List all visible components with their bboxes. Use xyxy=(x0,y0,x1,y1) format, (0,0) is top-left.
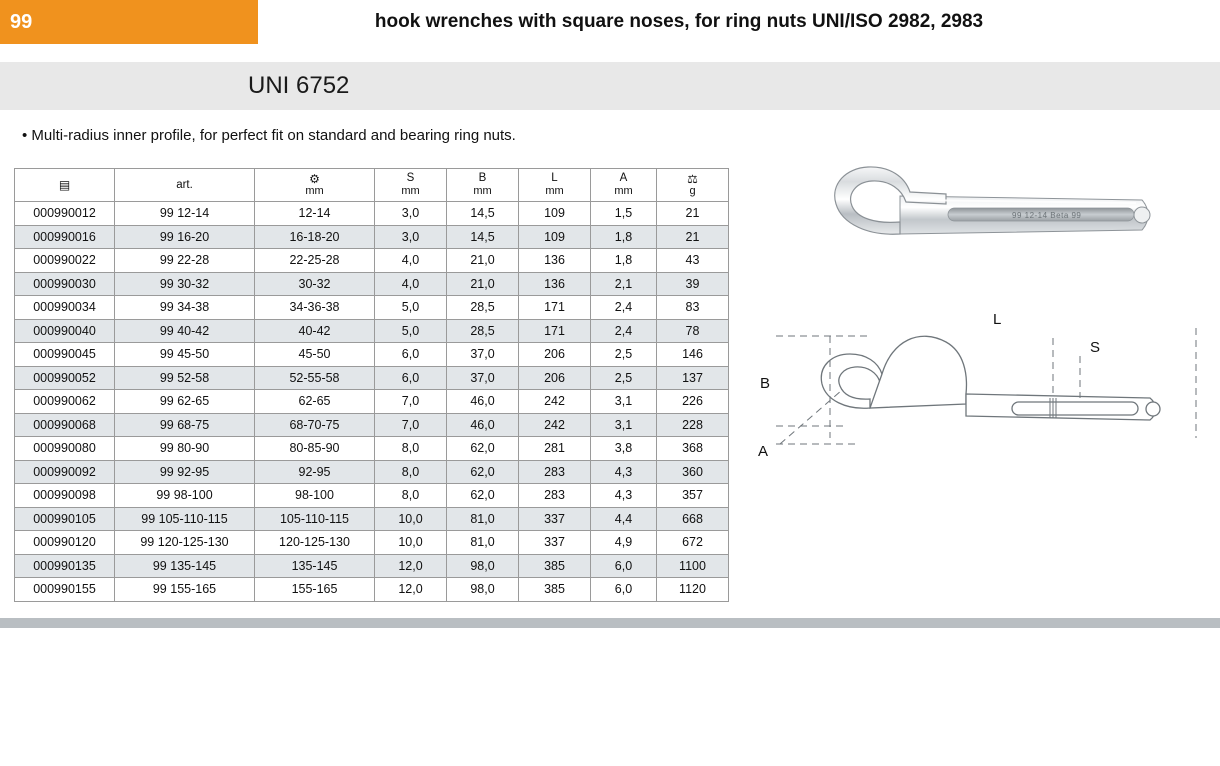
page-title: hook wrenches with square noses, for ring nuts UNI/ISO 2982, 2983 xyxy=(374,11,984,32)
cell-s: 12,0 xyxy=(375,554,447,578)
cell-art: 99 34-38 xyxy=(115,296,255,320)
column-header-weight xyxy=(657,169,729,202)
cell-s: 10,0 xyxy=(375,531,447,555)
cell-l: 283 xyxy=(519,460,591,484)
cell-l: 206 xyxy=(519,366,591,390)
cell-code: 000990068 xyxy=(15,413,115,437)
cell-code: 000990098 xyxy=(15,484,115,508)
cell-a: 4,4 xyxy=(591,507,657,531)
cell-b: 28,5 xyxy=(447,296,519,320)
column-header-b-label: B xyxy=(478,172,487,185)
cell-s: 4,0 xyxy=(375,249,447,273)
table-row xyxy=(15,460,729,484)
barcode-icon: ▤ xyxy=(58,178,71,192)
cell-l: 283 xyxy=(519,484,591,508)
cell-mm: 22-25-28 xyxy=(255,249,375,273)
cell-mm: 105-110-115 xyxy=(255,507,375,531)
cell-mm: 52-55-58 xyxy=(255,366,375,390)
cell-a: 6,0 xyxy=(591,578,657,602)
cell-a: 1,5 xyxy=(591,202,657,226)
cell-mm: 34-36-38 xyxy=(255,296,375,320)
footer-strip xyxy=(0,618,1220,628)
cell-art: 99 30-32 xyxy=(115,272,255,296)
cell-b: 28,5 xyxy=(447,319,519,343)
cell-g: 21 xyxy=(657,225,729,249)
table-row xyxy=(15,225,729,249)
cell-mm: 40-42 xyxy=(255,319,375,343)
spec-table-head xyxy=(15,169,729,202)
cell-g: 21 xyxy=(657,202,729,226)
spec-table-body xyxy=(15,202,729,602)
cell-b: 21,0 xyxy=(447,272,519,296)
cell-art: 99 80-90 xyxy=(115,437,255,461)
table-row xyxy=(15,343,729,367)
cell-mm: 92-95 xyxy=(255,460,375,484)
dim-label-l: L xyxy=(993,311,1002,328)
cell-a: 2,5 xyxy=(591,366,657,390)
cell-a: 2,1 xyxy=(591,272,657,296)
page-header xyxy=(0,0,1220,54)
cell-mm: 16-18-20 xyxy=(255,225,375,249)
cell-a: 3,1 xyxy=(591,390,657,414)
cell-g: 1120 xyxy=(657,578,729,602)
cell-l: 136 xyxy=(519,272,591,296)
cell-art: 99 12-14 xyxy=(115,202,255,226)
weight-icon: ⚖ xyxy=(687,171,698,186)
column-header-b xyxy=(447,169,519,202)
cell-s: 7,0 xyxy=(375,390,447,414)
page-number-badge: 99 xyxy=(0,0,258,44)
table-row xyxy=(15,531,729,555)
cell-mm: 12-14 xyxy=(255,202,375,226)
column-header-a xyxy=(591,169,657,202)
table-row xyxy=(15,202,729,226)
cell-g: 360 xyxy=(657,460,729,484)
cell-code: 000990120 xyxy=(15,531,115,555)
dim-label-a: A xyxy=(758,443,769,460)
cell-code: 000990016 xyxy=(15,225,115,249)
cell-b: 21,0 xyxy=(447,249,519,273)
column-header-l-unit: mm xyxy=(545,185,564,198)
cell-l: 171 xyxy=(519,319,591,343)
dim-label-s: S xyxy=(1090,339,1101,356)
cell-l: 385 xyxy=(519,578,591,602)
column-header-a-unit: mm xyxy=(614,185,633,198)
cell-b: 62,0 xyxy=(447,460,519,484)
column-header-size-unit: mm xyxy=(305,184,324,197)
cell-l: 206 xyxy=(519,343,591,367)
cell-b: 98,0 xyxy=(447,578,519,602)
cell-b: 46,0 xyxy=(447,413,519,437)
cell-l: 281 xyxy=(519,437,591,461)
table-row xyxy=(15,319,729,343)
cell-l: 242 xyxy=(519,390,591,414)
cell-art: 99 16-20 xyxy=(115,225,255,249)
cell-g: 228 xyxy=(657,413,729,437)
cell-l: 337 xyxy=(519,507,591,531)
cell-code: 000990105 xyxy=(15,507,115,531)
cell-g: 43 xyxy=(657,249,729,273)
column-header-size xyxy=(255,169,375,202)
cell-l: 109 xyxy=(519,202,591,226)
table-row xyxy=(15,484,729,508)
cell-mm: 45-50 xyxy=(255,343,375,367)
column-header-code xyxy=(15,169,115,202)
cell-art: 99 45-50 xyxy=(115,343,255,367)
photo-engraving: 99 12-14 Beta 99 xyxy=(1012,211,1082,220)
column-header-s-label: S xyxy=(406,172,415,185)
cell-a: 6,0 xyxy=(591,554,657,578)
table-row xyxy=(15,390,729,414)
cell-art: 99 40-42 xyxy=(115,319,255,343)
cell-code: 000990080 xyxy=(15,437,115,461)
cell-s: 5,0 xyxy=(375,296,447,320)
cell-s: 3,0 xyxy=(375,202,447,226)
cell-art: 99 98-100 xyxy=(115,484,255,508)
table-row xyxy=(15,249,729,273)
norm-bar xyxy=(0,62,1220,110)
cell-s: 5,0 xyxy=(375,319,447,343)
table-row xyxy=(15,437,729,461)
cell-g: 357 xyxy=(657,484,729,508)
cell-mm: 135-145 xyxy=(255,554,375,578)
cell-g: 1100 xyxy=(657,554,729,578)
cell-b: 14,5 xyxy=(447,202,519,226)
cell-code: 000990155 xyxy=(15,578,115,602)
norm-label: UNI 6752 xyxy=(248,72,350,99)
cell-s: 6,0 xyxy=(375,366,447,390)
cell-g: 83 xyxy=(657,296,729,320)
cell-mm: 98-100 xyxy=(255,484,375,508)
cell-art: 99 105-110-115 xyxy=(115,507,255,531)
table-row xyxy=(15,296,729,320)
cell-code: 000990034 xyxy=(15,296,115,320)
column-header-s-unit: mm xyxy=(401,185,420,198)
cell-b: 46,0 xyxy=(447,390,519,414)
cell-art: 99 68-75 xyxy=(115,413,255,437)
cell-l: 136 xyxy=(519,249,591,273)
cell-art: 99 155-165 xyxy=(115,578,255,602)
cell-a: 4,3 xyxy=(591,460,657,484)
cell-code: 000990040 xyxy=(15,319,115,343)
column-header-b-unit: mm xyxy=(473,185,492,198)
dim-label-b: B xyxy=(760,375,771,392)
cell-mm: 155-165 xyxy=(255,578,375,602)
cell-b: 81,0 xyxy=(447,507,519,531)
cell-g: 146 xyxy=(657,343,729,367)
cell-code: 000990092 xyxy=(15,460,115,484)
cell-s: 8,0 xyxy=(375,437,447,461)
feature-note: • Multi-radius inner profile, for perfect fit on standard and bearing ring nuts. xyxy=(22,127,516,144)
cell-code: 000990045 xyxy=(15,343,115,367)
cell-art: 99 92-95 xyxy=(115,460,255,484)
cell-a: 2,4 xyxy=(591,296,657,320)
cell-g: 78 xyxy=(657,319,729,343)
cell-a: 3,1 xyxy=(591,413,657,437)
cell-s: 10,0 xyxy=(375,507,447,531)
cell-s: 4,0 xyxy=(375,272,447,296)
column-header-l xyxy=(519,169,591,202)
column-header-weight-unit: g xyxy=(689,184,696,197)
cell-l: 385 xyxy=(519,554,591,578)
cell-mm: 62-65 xyxy=(255,390,375,414)
technical-drawing xyxy=(750,298,1200,478)
cell-s: 7,0 xyxy=(375,413,447,437)
cell-code: 000990052 xyxy=(15,366,115,390)
column-header-a-label: A xyxy=(619,172,628,185)
cell-a: 1,8 xyxy=(591,249,657,273)
column-header-art xyxy=(115,169,255,202)
cell-mm: 120-125-130 xyxy=(255,531,375,555)
cell-s: 8,0 xyxy=(375,484,447,508)
cell-s: 6,0 xyxy=(375,343,447,367)
column-header-s xyxy=(375,169,447,202)
cell-a: 1,8 xyxy=(591,225,657,249)
cell-g: 368 xyxy=(657,437,729,461)
cell-art: 99 22-28 xyxy=(115,249,255,273)
table-row xyxy=(15,578,729,602)
cell-art: 99 62-65 xyxy=(115,390,255,414)
cell-mm: 30-32 xyxy=(255,272,375,296)
cell-code: 000990135 xyxy=(15,554,115,578)
cell-g: 672 xyxy=(657,531,729,555)
cell-mm: 80-85-90 xyxy=(255,437,375,461)
gear-icon: ⚙ xyxy=(309,171,320,186)
cell-mm: 68-70-75 xyxy=(255,413,375,437)
column-header-l-label: L xyxy=(551,172,558,185)
cell-art: 99 120-125-130 xyxy=(115,531,255,555)
cell-code: 000990062 xyxy=(15,390,115,414)
cell-b: 62,0 xyxy=(447,484,519,508)
illustration-area xyxy=(750,150,1210,480)
cell-l: 109 xyxy=(519,225,591,249)
cell-art: 99 135-145 xyxy=(115,554,255,578)
cell-b: 81,0 xyxy=(447,531,519,555)
cell-b: 37,0 xyxy=(447,366,519,390)
cell-g: 668 xyxy=(657,507,729,531)
spec-table xyxy=(14,168,729,602)
cell-s: 3,0 xyxy=(375,225,447,249)
table-header-row xyxy=(15,169,729,202)
cell-code: 000990030 xyxy=(15,272,115,296)
cell-b: 98,0 xyxy=(447,554,519,578)
cell-code: 000990022 xyxy=(15,249,115,273)
spec-table-container xyxy=(14,168,729,602)
cell-a: 4,9 xyxy=(591,531,657,555)
cell-a: 2,5 xyxy=(591,343,657,367)
cell-s: 8,0 xyxy=(375,460,447,484)
table-row xyxy=(15,507,729,531)
column-header-art-label: art. xyxy=(176,178,193,191)
table-row xyxy=(15,413,729,437)
cell-l: 171 xyxy=(519,296,591,320)
table-row xyxy=(15,554,729,578)
cell-code: 000990012 xyxy=(15,202,115,226)
cell-art: 99 52-58 xyxy=(115,366,255,390)
cell-a: 4,3 xyxy=(591,484,657,508)
cell-g: 137 xyxy=(657,366,729,390)
cell-s: 12,0 xyxy=(375,578,447,602)
cell-g: 226 xyxy=(657,390,729,414)
product-photo xyxy=(750,150,1190,280)
cell-a: 3,8 xyxy=(591,437,657,461)
table-row xyxy=(15,366,729,390)
cell-l: 337 xyxy=(519,531,591,555)
cell-b: 62,0 xyxy=(447,437,519,461)
cell-g: 39 xyxy=(657,272,729,296)
cell-a: 2,4 xyxy=(591,319,657,343)
cell-b: 14,5 xyxy=(447,225,519,249)
cell-l: 242 xyxy=(519,413,591,437)
cell-b: 37,0 xyxy=(447,343,519,367)
table-row xyxy=(15,272,729,296)
